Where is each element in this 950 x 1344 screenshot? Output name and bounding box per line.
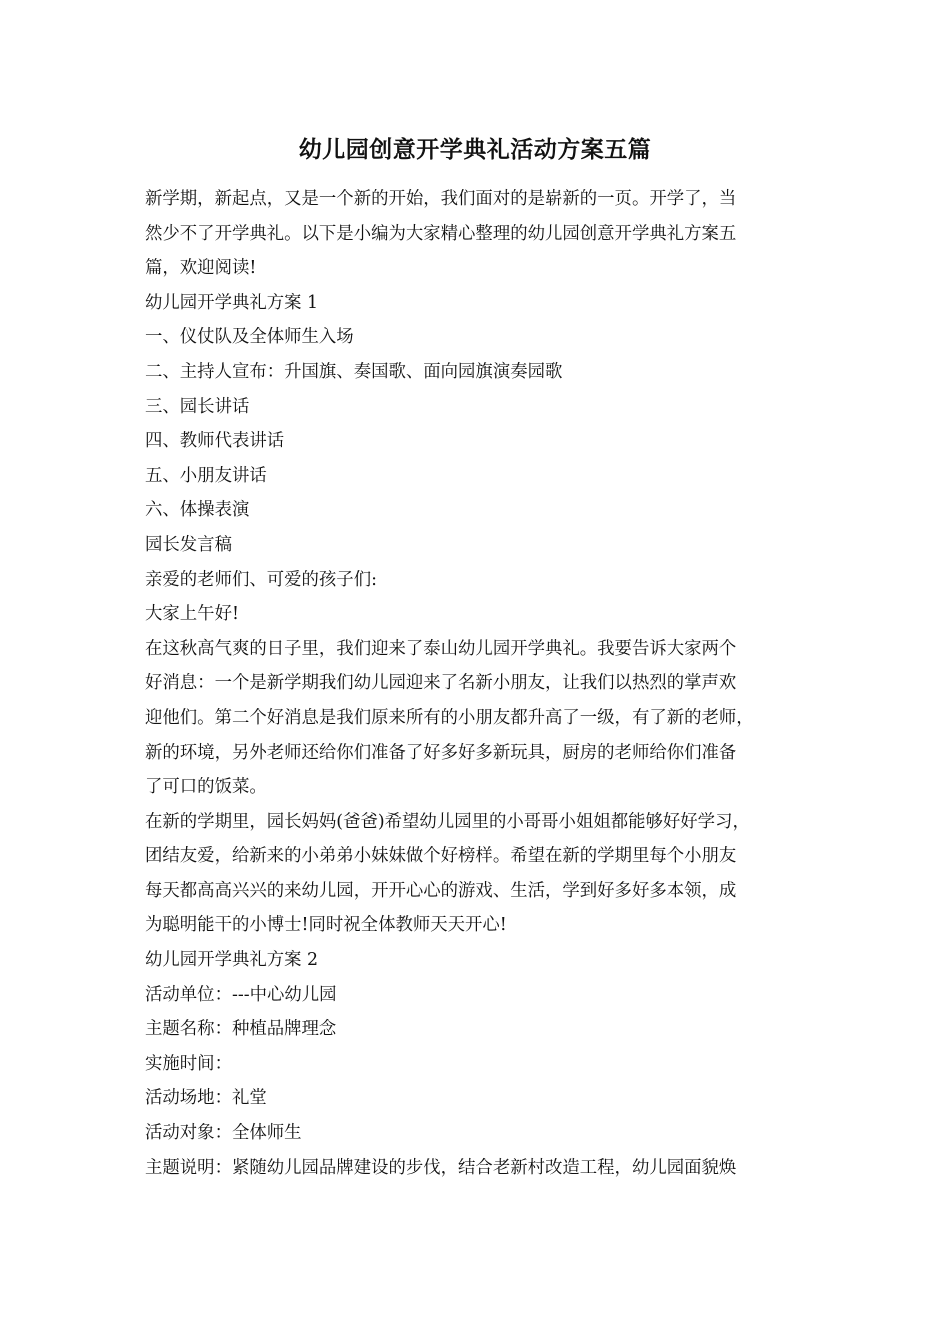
body-line: 实施时间： [145, 1053, 232, 1074]
body-line: 活动对象：全体师生 [145, 1123, 302, 1144]
body-line: 篇，欢迎阅读! [145, 258, 257, 279]
body-line: 新学期，新起点，又是一个新的开始，我们面对的是崭新的一页。开学了，当 [145, 189, 737, 209]
body-line: 在这秋高气爽的日子里，我们迎来了泰山幼儿园开学典礼。我要告诉大家两个 [145, 638, 737, 659]
body-line: 好消息：一个是新学期我们幼儿园迎来了名新小朋友，让我们以热烈的掌声欢 [145, 673, 737, 694]
body-line: 然少不了开学典礼。以下是小编为大家精心整理的幼儿园创意开学典礼方案五 [145, 223, 737, 244]
body-line: 四、教师代表讲话 [145, 431, 285, 452]
body-line: 五、小朋友讲话 [145, 465, 267, 486]
body-line: 团结友爱，给新来的小弟弟小妹妹做个好榜样。希望在新的学期里每个小朋友 [145, 846, 737, 867]
body-line: 亲爱的老师们、可爱的孩子们: [145, 569, 377, 590]
body-line: 活动单位：---中心幼儿园 [145, 984, 337, 1005]
document-title: 幼儿园创意开学典礼活动方案五篇 [298, 136, 652, 163]
document-body [145, 182, 813, 1185]
body-line: 主题说明：紧随幼儿园品牌建设的步伐，结合老新村改造工程，幼儿园面貌焕 [145, 1157, 737, 1178]
body-line: 主题名称：种植品牌理念 [145, 1019, 337, 1040]
body-line: 二、主持人宣布：升国旗、奏国歌、面向园旗演奏园歌 [145, 361, 563, 382]
body-line: 园长发言稿 [145, 534, 232, 555]
body-line: 六、体操表演 [145, 500, 250, 521]
body-line: 一、仪仗队及全体师生入场 [145, 327, 354, 348]
body-line: 三、园长讲话 [145, 396, 250, 417]
body-line: 迎他们。第二个好消息是我们原来所有的小朋友都升高了一级，有了新的老师， [145, 707, 754, 728]
body-line: 了可口的饭菜。 [145, 777, 267, 798]
body-line: 为聪明能干的小博士!同时祝全体教师天天开心! [145, 915, 507, 936]
body-line: 活动场地：礼堂 [145, 1088, 267, 1109]
body-line: 每天都高高兴兴的来幼儿园，开开心心的游戏、生活，学到好多好多本领，成 [145, 880, 737, 901]
section-heading: 幼儿园开学典礼方案 1 [145, 292, 319, 313]
section-heading: 幼儿园开学典礼方案 2 [145, 950, 319, 971]
body-line: 大家上午好! [145, 604, 239, 625]
body-line: 新的环境，另外老师还给你们准备了好多好多新玩具，厨房的老师给你们准备 [145, 742, 737, 763]
body-line: 在新的学期里，园长妈妈(爸爸)希望幼儿园里的小哥哥小姐姐都能够好好学习， [145, 811, 750, 832]
